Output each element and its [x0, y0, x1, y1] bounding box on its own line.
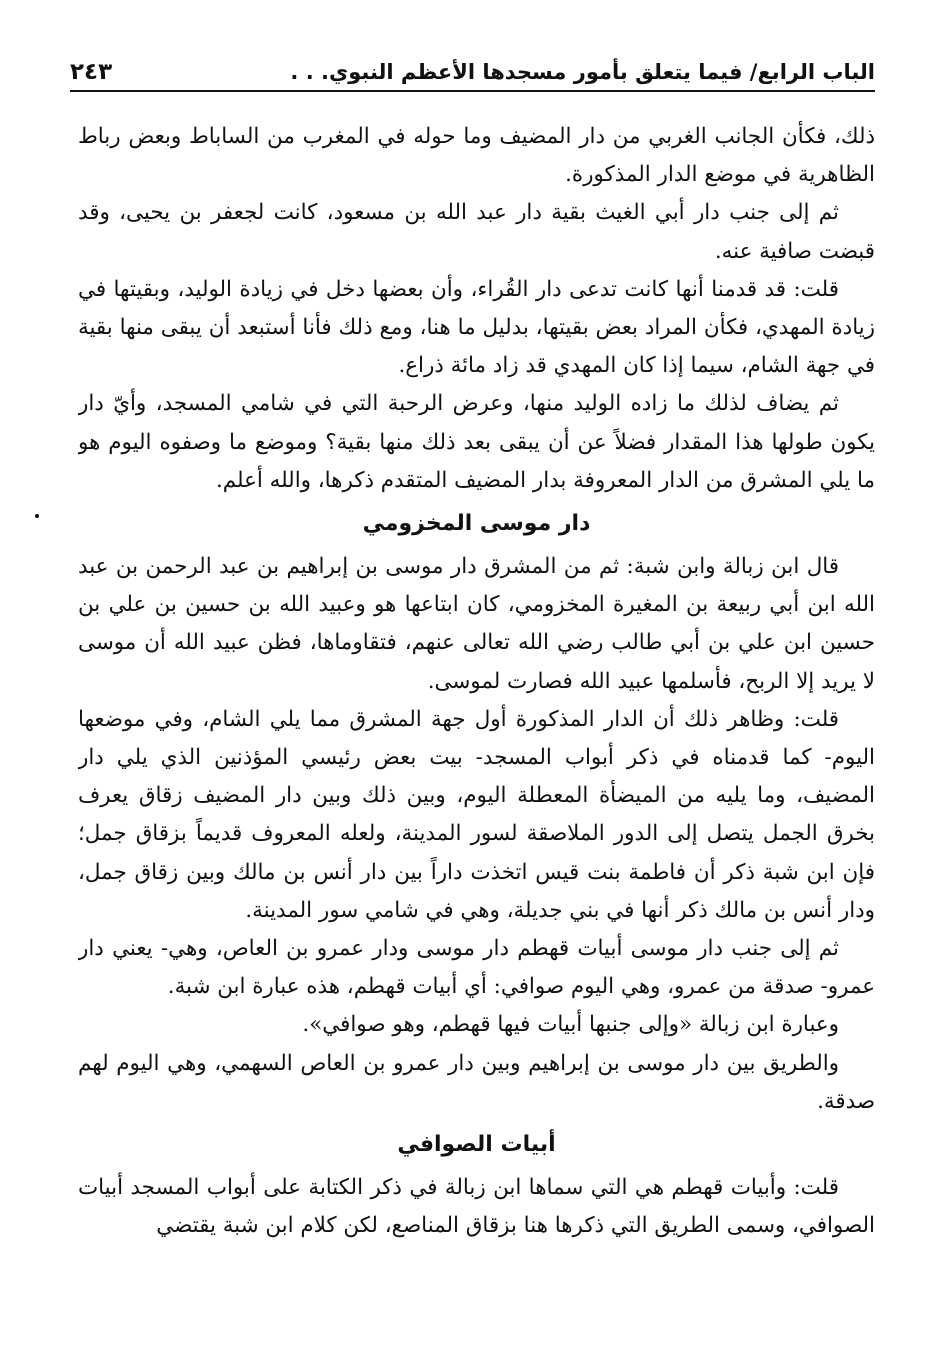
page-body	[78, 118, 875, 1348]
paragraph-3: قلت: قد قدمنا أنها كانت تدعى دار القُراء، وأن بعضها دخل في زيادة الوليد، وبقيتها في زيادة المهدي، فكأن المراد بعض بقيتها، بدليل ما هنا، ومع ذلك فأنا أستبعد أن يبقى منها بقية في جهة الشام، سيما إذا كان المهدي قد زاد مائة ذراع.	[78, 276, 875, 379]
paragraph-5: قال ابن زبالة وابن شبة: ثم من المشرق دار موسى بن إبراهيم بن عبد الرحمن بن عبد الله ابن أبي ربيعة بن المغيرة المخزومي، كان ابتاعها هو وعبيد الله بن حسين بن علي بن حسين ابن علي بن أبي طالب رضي الله تعالى عنهم، فتقاوماها، فظن عبيد الله أن موسى لا يريد إلا الربح، فأسلمها عبيد الله فصارت لموسى.	[78, 554, 875, 694]
chapter-title: الباب الرابع/ فيما يتعلق بأمور مسجدها الأعظم النبوي. . .	[290, 60, 875, 84]
paragraph-1: ذلك، فكأن الجانب الغربي من دار المضيف وما حوله في المغرب من الساباط وبعض رباط الظاهرية في موضع الدار المذكورة.	[78, 124, 875, 188]
paragraph-8: وعبارة ابن زبالة «وإلى جنبها أبيات فيها قهطم، وهو صوافي».	[302, 1012, 839, 1038]
section-heading-abyat-alsawafi: أبيات الصوافي	[397, 1132, 556, 1158]
paragraph-10: قلت: وأبيات قهطم هي التي سماها ابن زبالة في ذكر الكتابة على أبواب المسجد أبيات الصوافي، وسمى الطريق التي ذكرها هنا بزقاق المناصع، لكن كلام ابن شبة يقتضي	[78, 1175, 875, 1239]
section-heading-dar-musa: دار موسى المخزومي	[362, 511, 591, 537]
paragraph-7: ثم إلى جنب دار موسى أبيات قهطم دار موسى ودار عمرو بن العاص، وهي- يعني دار عمرو- صدقة من عمرو، وهي اليوم صوافي: أي أبيات قهطم، هذه عبارة ابن شبة.	[78, 936, 875, 1000]
paragraph-6: قلت: وظاهر ذلك أن الدار المذكورة أول جهة المشرق مما يلي الشام، وفي موضعها اليوم- كما قدمناه في ذكر أبواب المسجد- بيت بعض رئيسي المؤذنين الذي يلي دار المضيف، وما يليه من الميضأة المعطلة اليوم، وبين ذلك وبين دار المضيف زقاق يعرف بخرق الجمل يتصل إلى الدور الملاصقة لسور المدينة، ولعله المعروف قديماً بزقاق جمل؛ فإن ابن شبة ذكر أن فاطمة بنت قيس اتخذت داراً بين دار أنس بن مالك وبين زقاق جمل، ودار أنس بن مالك ذكر أنها في بني جديلة، وهي في شامي سور المدينة.	[78, 706, 875, 923]
paragraph-9: والطريق بين دار موسى بن إبراهيم وبين دار عمرو بن العاص السهمي، وهي اليوم لهم صدقة.	[78, 1050, 875, 1114]
page-number: ٢٤٣	[70, 59, 113, 85]
margin-dot	[35, 514, 39, 518]
paragraph-4: ثم يضاف لذلك ما زاده الوليد منها، وعرض الرحبة التي في شامي المسجد، وأيّ دار يكون طولها هذا المقدار فضلاً عن أن يبقى بعد ذلك منها بقية؟ وموضع ما وصفوه اليوم هو ما يلي المشرق من الدار المعروفة بدار المضيف المتقدم ذكرها، والله أعلم.	[78, 391, 875, 493]
running-header	[70, 56, 875, 92]
paragraph-2: ثم إلى جنب دار أبي الغيث بقية دار عبد الله بن مسعود، كانت لجعفر بن يحيى، وقد قبضت صافية عنه.	[78, 200, 875, 264]
